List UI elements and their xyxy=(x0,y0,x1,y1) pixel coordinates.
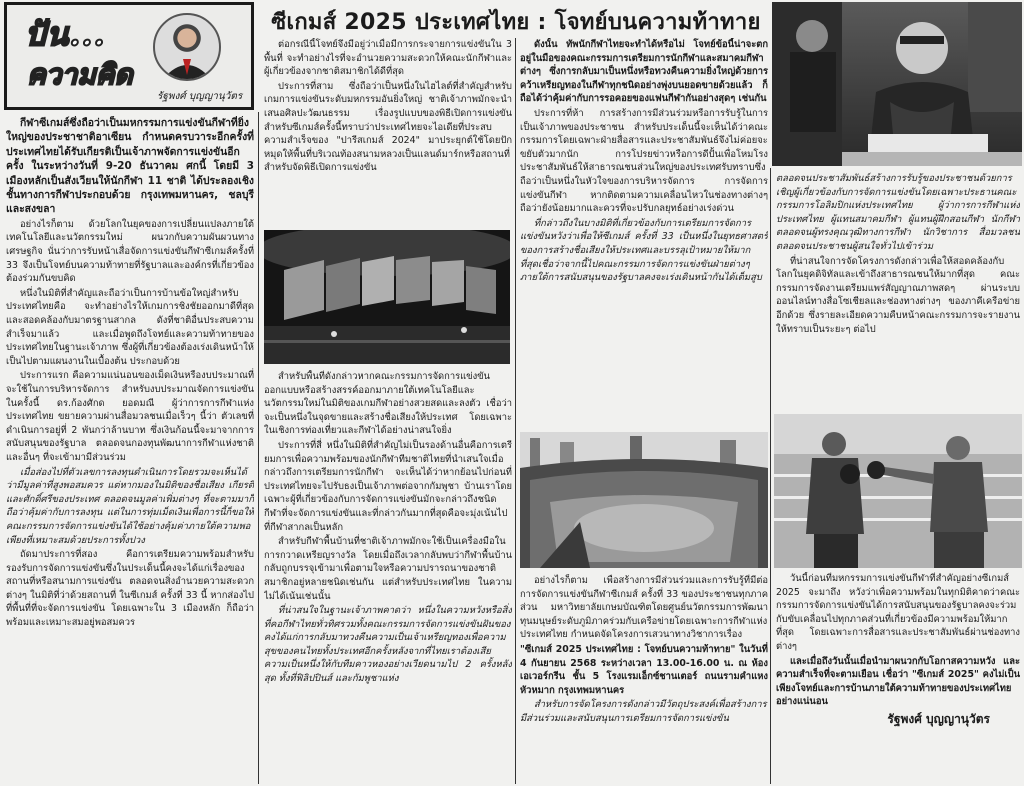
column-divider xyxy=(770,168,771,784)
column-divider xyxy=(258,112,259,784)
photo-stadium xyxy=(520,432,768,568)
col2-p6: ที่น่าสนใจในฐานะเจ้าภาพคาดว่า หนึ่งในความหวังหรือสิ่งที่คอกีฬาไทยทั่วทิศรวมทั้งคณะกรรมการจัดการแข่งขันฝันของคงได้แก่การกลับมาทวงคืนความเป็นเจ้าเหรียญทองเพื่อความสุขของคนไทยทั้งประเทศอีกครั้งหลังจากที่ไทยเราต้องเสียความเป็นหนึ่งให้กับทีมคาวหองอย่างเวียดนามไป 2 ครั้งหลังสุด ทั้งที่ฟิลิปปินส์ และกัมพูชาแห่ง xyxy=(264,605,512,685)
column-3 xyxy=(520,38,768,428)
column-4-continued xyxy=(776,572,1020,784)
column-1 xyxy=(6,116,254,784)
col4-p4: และเมื่อถึงวันนั้นเมื่อนำมาผนวกกับโอกาสความหวัง และความสำเร็จที่จะตามเยือน เชื่อว่า "ซีเกมส์ 2025" คงไม่เป็นเพียงโจทย์และการบ้านภายใต้ความท้าทายของประเทศไทยอย่างแน่นอน xyxy=(776,655,1020,708)
column-title-line1: ปัน... xyxy=(25,15,106,53)
col2-p1: ต่อกรณีนี้โจทย์จึงมีอยู่ว่าเมื่อมีการกระจายการแข่งขันใน 3 พื้นที่ จะทำอย่างไรที่จะอำนวยความสะดวกให้คณะนักกีฬาและผู้เกี่ยวข้องจากชาติสมาชิกได้ดีที่สุด xyxy=(264,39,512,78)
col1-p3: หนึ่งในมิติที่สำคัญและถือว่าเป็นการบ้านข้อใหญ่สำหรับประเทศไทยคือ จะทำอย่างไรให้เกมการชิงชัยออกมาดีที่สุดและสอดคล้องกับมาตรฐานสากล ดังที่ชาติอื่นประสบความสำเร็จมาแล้ว และเมื่อพูดถึงโจทย์และความท้าทายของประเทศไทยในฐานะเจ้าภาพ ซึ่งผู้ที่เกี่ยวข้องต้องเร่งเดินหน้าให้เป็นไปตามแผนงานในเบื้องต้น ประกอบด้วย xyxy=(6,287,254,367)
author-portrait xyxy=(153,13,221,81)
col1-p5: เมื่อส่องไปที่ตัวเลขการลงทุนดำเนินการโดยรวมจะเห็นได้ว่ามีมูลค่าที่สูงพอสมควร แต่หากมองในมิติของชื่อเสียง เกียรติและศักดิ์ศรีของประเทศ ตลอดจนมูลค่าเพิ่มต่างๆ ที่จะตามมาก็ถือว่าคุ้มค่ากับการลงทุน แต่ในการทุ่มเม็ดเงินเพื่อการนี้ก็ขอให้คณะกรรมการจัดการแข่งขันได้ใช้อย่างคุ้มค่าภายใต้ความพอเพียงที่เหมาะสมด้วยประการทั้งปวง xyxy=(6,466,254,546)
column-author: รัฐพงศ์ บุญญานุวัตร xyxy=(157,91,243,102)
headline: ซีเกมส์ 2025 ประเทศไทย : โจทย์บนความท้าทาย xyxy=(271,10,761,35)
signature-line: รัฐพงศ์ บุญญานุวัตร xyxy=(887,711,990,726)
col3-p1: ดังนั้น ทัพนักกีฬาไทยจะทำได้หรือไม่ โจทย์ข้อนี้น่าจะตกอยู่ในมือของคณะกรรมการเตรียมการนักกีฬาและสมาคมกีฬาต่างๆ ซึ่งการกลับมาเป็นหนึ่งหรือทวงคืนความยิ่งใหญ่ด้วยการคว้าเหรียญทองในกีฬาทุกชนิดอย่างพุ่งบนยอดขายด้วยแล้ว ก็ถือได้ว่าคุ้มค่ากับการรอคอยของแฟนกีฬากันอย่างสุดๆ เช่นกัน xyxy=(520,39,768,105)
col4-p1: ตลอดจนประชาสัมพันธ์สร้างการรับรู้ของประชาชนด้วยการเชิญผู้เกี่ยวข้องกับการจัดการแข่งขันโดยเฉพาะประธานคณะกรรมการโอลิมปิกแห่งประเทศไทย ผู้ว่าการการกีฬาแห่งประเทศไทย ผู้แทนสมาคมกีฬา ผู้แทนผู้ฝึกสอนกีฬา นักกีฬาตลอดจนผู้ทรงคุณวุฒิทางการกีฬา นักวิชาการ สื่อมวลชนตลอดจนประชาชนผู้สนใจทั่วไปเข้าร่วม xyxy=(776,173,1020,252)
col3-p3: ที่กล่าวถึงในบางมิติที่เกี่ยวข้องกับการเตรียมการจัดการแข่งขันหวังว่าเพื่อให้ซีเกมส์ ครั้งที่ 33 เป็นหนึ่งในยุทธศาสตร์ของการสร้างชื่อเสียงให้ประเทศและบรรลุเป้าหมายให้มากที่สุดเชื่อว่าจากนี้ไปคณะกรรมการจัดการแข่งขันฝ่ายต่างๆ ภายใต้การสนับสนุนของรัฐบาลคงจะเร่งเดินหน้ากันได้เต็มสูบ xyxy=(520,217,768,284)
col1-p2: อย่างไรก็ตาม ด้วยโลกในยุคของการเปลี่ยนแปลงภายใต้เทคโนโลยีและนวัตกรรมใหม่ ผนวกกับความผันผวนทางเศรษฐกิจ นั่นว่าการรับหน้าเสื่อจัดการแข่งขันกีฬาซีเกมส์ครั้งที่ 33 จึงเป็นโจทย์บนความท้าทายที่รัฐบาลและองค์กรที่เกี่ยวข้องต้องร่วมกันขบคิด xyxy=(6,218,254,285)
col2-p3: สำหรับพื้นที่ดังกล่าวหากคณะกรรมการจัดการแข่งขันออกแบบหรือสร้างสรรค์ออกมาภายใต้เทคโนโลยีและนวัตกรรมใหม่ในมิติของเกมกีฬาอย่างสวยสดและลงตัว เชื่อว่าจะเป็นหนึ่งในจุดขายและสร้างชื่อเสียงให้ประเทศ โดยเฉพาะในเชิงการท่องเที่ยวและกีฬาได้อย่างน่าสนใจยิ่ง xyxy=(264,371,512,437)
col1-lead: กีฬาซีเกมส์ซึ่งถือว่าเป็นมหกรรมการแข่งขันกีฬาที่ยิ่งใหญ่ของประชาชาติอาเซียน กำหนดครบวาระอีกครั้งที่ประเทศไทยได้รับเกียรติเป็นเจ้าภาพจัดการแข่งขันอีกครั้ง ในระหว่างวันที่ 9-20 ธันวาคม ศกนี้ โดยมี 3 เมืองหลักเป็นสังเวียนให้นักกีฬา 11 ชาติ ได้ประลองเชิงชั้นทางการกีฬาประกอบด้วย กรุงเทพมหานคร, ชลบุรี และสงขลา xyxy=(6,117,254,216)
photo-official-speaking xyxy=(772,2,1022,166)
photo-opening-ceremony xyxy=(264,230,510,364)
col2-p5: สำหรับกีฬาพื้นบ้านที่ชาติเจ้าภาพมักจะใช้เป็นเครื่องมือในการกวาดเหรียญรางวัล โดยเมื่อถึงเวลากลับพบว่ากีฬาพื้นบ้านกลับถูกบรรจุเข้ามาเพื่อตามใจหรือความปรารถนาของชาติสมาชิกอยู่หลายชนิดเช่นกัน แต่สำหรับประเทศไทย ในความไม่ได้เน้นเช่นนั้น xyxy=(264,536,512,602)
column-header-box xyxy=(4,2,254,110)
column-divider xyxy=(515,38,516,784)
col4-p3: วันนี้ก่อนที่มหกรรมการแข่งขันกีฬาที่สำคัญอย่างซีเกมส์ 2025 จะมาถึง หวังว่าเพื่อความพร้อมในทุกมิติคาดว่าคณะกรรมการจัดการแข่งขันได้การสนับสนุนของรัฐบาลคงจะร่วมกับขับเคลื่อนไปทุกภาคส่วนที่เกี่ยวข้องมีความพร้อมให้มากที่สุด โดยเฉพาะการสื่อสารและประชาสัมพันธ์ผ่านช่องทางต่างๆ xyxy=(776,573,1020,652)
column-2-continued xyxy=(264,370,512,784)
col3-p2: ประการที่ห้า การสร้างการมีส่วนร่วมหรือการรับรู้ในการเป็นเจ้าภาพของประชาชน สำหรับประเด็นนี้จะเห็นได้ว่าคณะกรรมการโดยเฉพาะฝ่ายสื่อสารและประชาสัมพันธ์จึงไม่ค่อยจะขยับตัวมากนัก การโปรยข่าวหรือการดีปั้นเพื่อโหมโรงประชาสัมพันธ์ให้สาธารณชนส่วนใหญ่ของประเทศรับทราบซึ่งถือว่าเป็นหนึ่งในหัวใจของการบริหารจัดการ การจัดการแข่งขันกีฬา หากติดตามความเคลื่อนไหวในช่องทางต่างๆ ถือว่ายังน้อยมากและควรที่จะปรับกลยุทธ์อย่างเร่งด่วน xyxy=(520,107,768,215)
column-2 xyxy=(264,38,512,228)
col3-p6: สำหรับการจัดโครงการดังกล่าวมีวัตถุประสงค์เพื่อสร้างการมีส่วนร่วมและสนับสนุนการเตรียมการจัดการแข่งขัน xyxy=(520,699,767,724)
col3-p4: อย่างไรก็ตาม เพื่อสร้างการมีส่วนร่วมและการรับรู้ที่มีต่อการจัดการแข่งขันกีฬาซีเกมส์ ครั้งที่ 33 ของประชาชนทุกภาคส่วน มหาวิทยาลัยเกษมบัณฑิตโดยศูนย์นวัตกรรมการพัฒนาทุนมนุษย์ระดับภูมิภาคร่วมกับเครือข่ายโดยเฉพาะการกีฬาแห่งประเทศไทย กำหนดจัดโครงการเสวนาทางวิชาการเรื่อง xyxy=(520,575,768,641)
col4-p2: ที่น่าสนใจการจัดโครงการดังกล่าวเพื่อให้สอดคล้องกับโลกในยุคดิจิทัลและเข้าถึงสาธารณชนให้มากที่สุด คณะกรรมการจัดงานเตรียมแพร่สัญญาณภาพสดๆ ผ่านระบบออนไลน์ทางสื่อโซเชียลและช่องทางต่างๆ ของภาคีเครือข่ายอีกด้วย ซึ่งรายละเอียดความคืบหน้าคณะกรรมการจะรายงานให้ทราบเป็นระยะๆ ต่อไป xyxy=(776,255,1020,335)
photo-boxing-match xyxy=(774,414,1022,568)
col2-p4: ประการที่สี่ หนึ่งในมิติที่สำคัญไม่เป็นรองด้านอื่นคือการเตรียมการเพื่อความพร้อมของนักกีฬาทีมชาติไทยที่นำเสนใจเมื่อกล่าวถึงการเตรียมการนักกีฬา จะเห็นได้ว่าหากย้อนไปก่อนที่ประเทศไทยจะไปรับธงเป็นเจ้าภาพต่อจากกัมพูชา บ้านเราโดยเฉพาะผู้ที่เกี่ยวข้องกับการจัดการแข่งขันมักจะกล่าวถึงชนิดกีฬาที่จะจัดการแข่งขันและที่กล่าวกันมากที่สุดคือจะมุ่งเน้นไปที่กีฬาสากลเป็นหลัก xyxy=(264,439,512,533)
col1-p4: ประการแรก คือความแน่นอนของเม็ดเงินหรืองบประมาณที่จะใช้ในการบริหารจัดการ สำหรับงบประมาณจัดการแข่งขันในครั้งนี้ ดร.ก้องศักด ยอดมณี ผู้ว่าการการกีฬาแห่งประเทศไทย ขยายความผ่านสื่อมวลชนเมื่อเร็วๆ นี้ว่า ตัวเลขที่ดำเนินการอยู่ที่ 2 พันกว่าล้านบาท ซึ่งเงินก้อนนี้จะมาจากการสนับสนุนของรัฐบาล ตลอดจนกองทุนพัฒนาการกีฬาแห่งชาติและอื่นๆ ที่จะเข้ามามีส่วนร่วม xyxy=(6,370,254,463)
col1-p6: ถัดมาประการที่สอง คือการเตรียมความพร้อมสำหรับรองรับการจัดการแข่งขันซึ่งในประเด็นนี้คงจะได้แก่เรื่องของสถานที่หรือสนามการแข่งขัน ตลอดจนสิ่งอำนวยความสะดวกต่างๆ ในมิติที่ว่าด้วยสถานที่ ในซีเกมส์ ครั้งที่ 33 นี้ หากส่องไปที่พื้นที่ที่จะจัดการแข่งขัน โดยเฉพาะใน 3 เมืองหลัก ก็ถือว่าพร้อมและเหมาะสมอยู่พอสมควร xyxy=(6,549,254,629)
col3-event: "ซีเกมส์ 2025 ประเทศไทย : โจทย์บนความท้าทาย" ในวันที่ 4 กันยายน 2568 ระหว่างเวลา 13.00-16.00 น. ณ ห้องเอเวอร์กรีน ชั้น 5 โรงแรมเอ็กซ์ชานเตอร์ ถนนรามคำแหง หัวหมาก กรุงเทพมหานคร xyxy=(520,643,768,696)
column-title-line2: ความคิด xyxy=(27,58,133,91)
column-3-continued xyxy=(520,574,768,784)
col2-p2: ประการที่สาม ซึ่งถือว่าเป็นหนึ่งในไฮไลต์ที่สำคัญสำหรับเกมการแข่งขันระดับมหกรรมอันยิ่งใหญ่ ชาติเจ้าภาพมักจะนำเสนอศิลปะวัฒนธรรม เรื่องรูปแบบของพิธีเปิดการแข่งขันสำหรับซีเกมส์ครั้งนี้ทราบว่าประเทศไทยจะไอเดียที่ประสบความสำเร็จของ "ปารีสเกมส์ 2024" มาประยุกต์ใช้โดยปักหมุดให้พื้นที่บริเวณท้องสนามหลวงเป็นแลนด์มาร์กหรือสถานที่สำหรับจัดพิธีเปิดการแข่งขัน xyxy=(264,80,512,174)
column-4 xyxy=(776,172,1020,412)
